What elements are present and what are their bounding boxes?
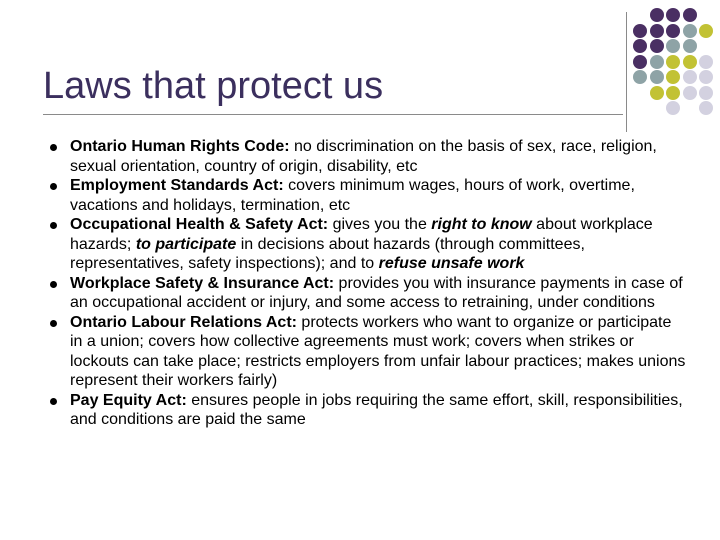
bullet-emphasis: Employment Standards Act:: [70, 177, 284, 194]
bullet-dot-icon: [50, 183, 57, 190]
bullet-dot-icon: [50, 320, 57, 327]
bullet-dot-icon: [50, 144, 57, 151]
decorative-dot: [666, 70, 680, 84]
decorative-dot: [683, 8, 697, 22]
decorative-dot: [683, 39, 697, 53]
decorative-dot: [699, 55, 713, 69]
bullet-dot-icon: [50, 281, 57, 288]
decorative-dot: [699, 24, 713, 38]
bullet-text: in decisions about hazards (through committees, representatives, safety inspections); and to: [70, 235, 585, 272]
decorative-dot: [650, 8, 664, 22]
bullet-text: about workplace hazards;: [70, 216, 653, 253]
decorative-dot: [633, 39, 647, 53]
decorative-dot: [666, 24, 680, 38]
bullet-emphasis: Ontario Labour Relations Act:: [70, 313, 297, 331]
decorative-dot: [650, 55, 664, 69]
decorative-dot: [683, 24, 697, 38]
decorative-dot: [699, 70, 713, 84]
bullet-item: [48, 391, 688, 430]
bullet-item: [48, 176, 688, 215]
decorative-dot: [683, 70, 697, 84]
decorative-dot: [633, 70, 647, 84]
decorative-dot: [683, 86, 697, 100]
bullet-dot-icon: [50, 222, 57, 229]
bullet-emphasis: Pay Equity Act:: [70, 391, 187, 409]
decorative-dot: [650, 24, 664, 38]
bullet-text: covers minimum wages, hours of work, overtime, vacations and holidays, termination, etc: [70, 177, 635, 214]
decorative-dot-grid: [633, 8, 719, 118]
decorative-dot: [683, 55, 697, 69]
bullet-text: ensures people in jobs requiring the same effort, skill, responsibilities, and conditions are paid the same: [70, 391, 683, 428]
vertical-divider: [626, 12, 627, 132]
decorative-dot: [650, 86, 664, 100]
bullet-emphasis: refuse unsafe work: [378, 255, 525, 272]
bullet-item: [48, 274, 688, 313]
bullet-emphasis: Ontario Human Rights Code:: [70, 138, 290, 155]
bullet-text: protects workers who want to organize or participate in a union; covers how collective agreements must work; covers when strikes or lockouts can take place; restricts employers from unfair labour practices; makes unions represent their workers fairly): [70, 313, 686, 389]
bullet-text: no discrimination on the basis of sex, race, religion, sexual orientation, country of origin, disability, etc: [70, 138, 657, 175]
decorative-dot: [633, 55, 647, 69]
decorative-dot: [666, 86, 680, 100]
decorative-dot: [666, 8, 680, 22]
decorative-dot: [650, 70, 664, 84]
bullet-emphasis: Occupational Health & Safety Act:: [70, 216, 329, 233]
bullet-item: [48, 215, 688, 274]
bullet-text: provides you with insurance payments in case of an occupational accident or injury, and some access to retraining, under conditions: [70, 274, 683, 311]
title-underline: [43, 114, 623, 115]
bullet-dot-icon: [50, 398, 57, 405]
decorative-dot: [666, 39, 680, 53]
decorative-dot: [666, 55, 680, 69]
decorative-dot: [666, 101, 680, 115]
bullet-emphasis: right to know: [431, 216, 532, 233]
decorative-dot: [699, 86, 713, 100]
bullet-item: [48, 313, 688, 391]
bullet-item: [48, 137, 688, 176]
bullet-list: [48, 137, 688, 430]
decorative-dot: [650, 39, 664, 53]
bullet-text: gives you the: [328, 216, 432, 233]
slide-title: Laws that protect us: [43, 65, 384, 107]
bullet-emphasis: to participate: [135, 235, 237, 253]
decorative-dot: [699, 101, 713, 115]
decorative-dot: [633, 24, 647, 38]
bullet-emphasis: Workplace Safety & Insurance Act:: [70, 274, 335, 292]
